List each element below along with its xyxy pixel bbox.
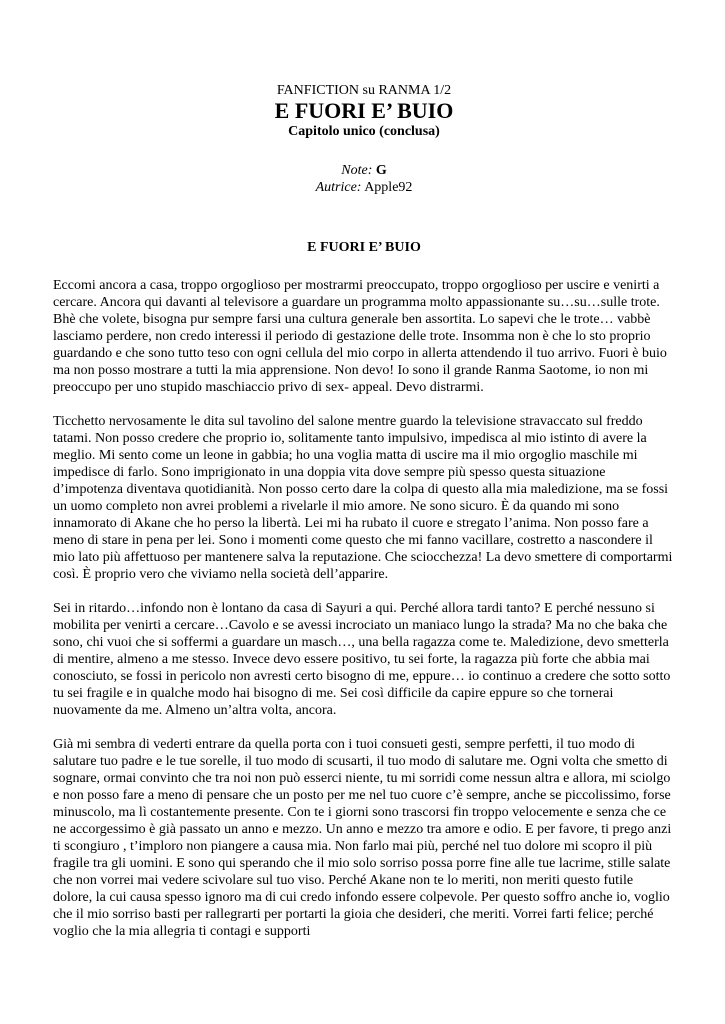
author-value: Apple92 (364, 180, 413, 195)
author-line (53, 179, 675, 196)
fanfiction-kicker: FANFICTION su RANMA 1/2 (276, 83, 452, 98)
paragraph: Già mi sembra di vederti entrare da quella porta con i tuoi consueti gesti, sempre perfetti, il tuo modo di salutare tuo padre e le tue sorelle, il tuo modo di scusarti, il tuo modo di salutare me. Ogni volta che smetto di sognare, ormai convinto che tra noi non può esserci niente, tu mi sorridi come nessun altra e allora, mi sciolgo e non posso fare a meno di pensare che un posto per me nel tuo cuore c’è sempre, anche se piccolissimo, forse minuscolo, ma lì costantemente presente. Con te i giorni sono trascorsi fin troppo velocemente e senza che ce ne accorgessimo è già passato un anno e mezzo. Un anno e mezzo tra amore e odio. E per favore, ti prego anzi ti scongiuro , t’imploro non piangere a causa mia. Non farlo mai più, perché nel tuo dolore mi scopro il più fragile tra gli uomini. E sono qui sperando che il mio solo sorriso possa porre fine alle tue lacrime, stille salate che non vorrei mai vedere scivolare sul tuo viso. Perché Akane non te lo meriti, non meriti questo futile dolore, la cui causa spesso ignoro ma di cui credo infondo essere colpevole. Per questo soffro anche io, voglio che il mio sorriso basti per rallegrarti per portarti la gioia che desideri, che meriti. Vorrei farti felice; perché voglio che la mia allegria ti contagi e supporti (53, 737, 672, 939)
note-label: Note: (341, 163, 373, 178)
story-meta (53, 162, 675, 196)
paragraph: Eccomi ancora a casa, troppo orgoglioso per mostrarmi preoccupato, troppo orgoglioso per uscire e venirti a cercare. Ancora qui davanti al televisore a guardare un programma molto appassionante su…su…sulle trote. Bhè che volete, bisogna pur sempre farsi una cultura generale ben assortita. Lo sapevi che le trote… vabbè lasciamo perdere, non credo interessi il periodo di gestazione delle trote. Insomma non è che lo sto proprio guardando e che sono tutto teso con ogni cellula del mio corpo in allerta attendendo il tuo arrivo. Fuori è buio ma non posso mostrare a tutti la mia apprensione. Non devo! Io sono il grande Ranma Saotome, io non mi preoccupo per uno stupido maschiaccio privo di sex- appeal. Devo distrarmi. (53, 278, 667, 395)
document-header (53, 82, 675, 196)
note-value: G (375, 163, 387, 178)
document-page (53, 82, 675, 957)
story-title: E FUORI E’ BUIO (274, 98, 454, 123)
author-label: Autrice: (315, 180, 362, 195)
section-title: E FUORI E’ BUIO (307, 240, 421, 255)
chapter-subtitle: Capitolo unico (conclusa) (288, 124, 440, 139)
note-line (53, 162, 675, 179)
paragraph: Ticchetto nervosamente le dita sul tavolino del salone mentre guardo la televisione stravaccato sul freddo tatami. Non posso credere che proprio io, solitamente tanto impulsivo, impedisca al mio istinto di avere la meglio. Mi sento come un leone in gabbia; ho una voglia matta di uscire ma il mio orgoglio maschile mi impedisce di farlo. Sono imprigionato in una doppia vita dove sempre più spesso questa situazione d’impotenza diventava quotidianità. Non posso certo dare la colpa di questo alla mia maledizione, ma se fossi un uomo completo non avrei problemi a rivelarle il mio amore. Ne sono sicuro. È da quando mi sono innamorato di Akane che ho perso la libertà. Lei mi ha rubato il cuore e stregato l’anima. Non posso fare a meno di stare in pena per lei. Sono i momenti come questo che mi fanno vacillare, costretto a nascondere il mio lato più affettuoso per mantenere salva la reputazione. Che sciocchezza! La devo smettere di comportarmi così. È proprio vero che viviamo nella società dell’apparire. (53, 414, 673, 582)
paragraph: Sei in ritardo…infondo non è lontano da casa di Sayuri a qui. Perché allora tardi tanto? E perché nessuno si mobilita per venirti a cercare…Cavolo e se avessi incrociato un maniaco lungo la strada? Ma no che baka che sono, chi vuoi che si soffermi a guardare un masch…, una bella ragazza come te. Maledizione, devo smetterla di mentire, almeno a me stesso. Invece devo essere positivo, tu sei forte, la ragazza più forte che abbia mai conosciuto, se fossi in pericolo non avresti certo bisogno di me, eppure… io continuo a credere che sotto sotto tu sei fragile e in qualche modo hai bisogno di me. Sei così difficile da capire eppure so che tornerai nuovamente da me. Almeno un’altra volta, ancora. (53, 601, 671, 718)
story-body (53, 277, 675, 940)
